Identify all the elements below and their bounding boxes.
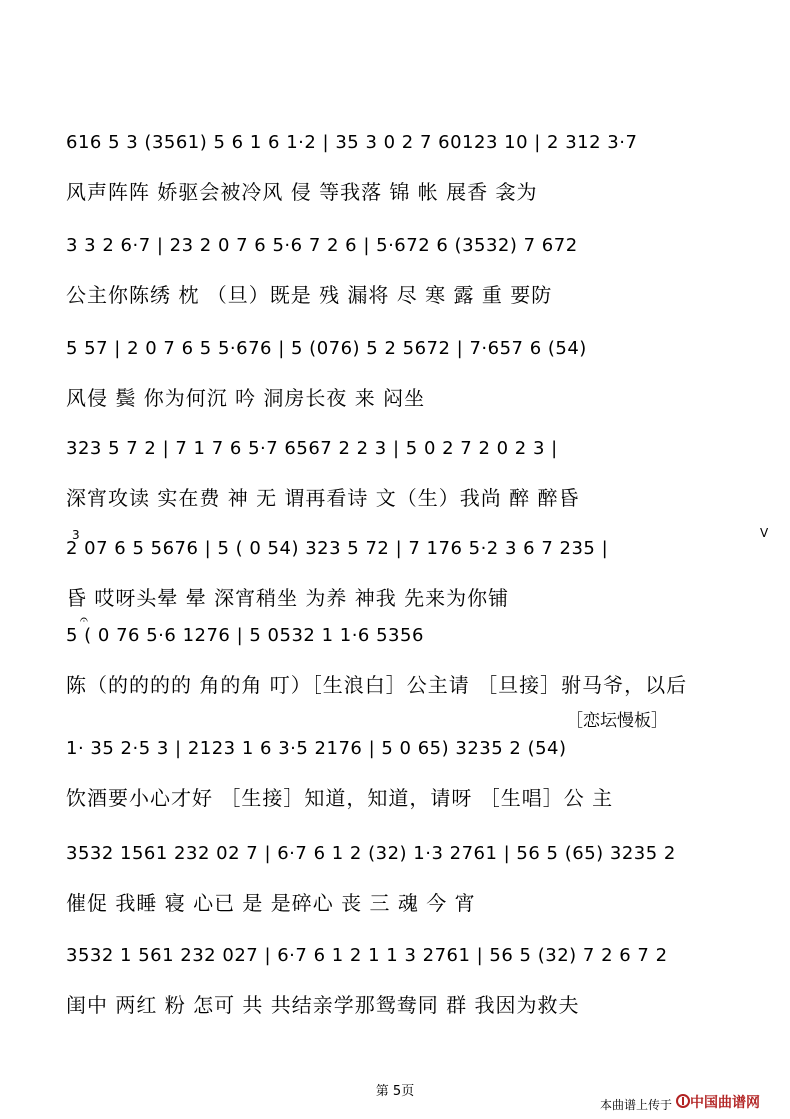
system-5	[0, 538, 790, 628]
system-2	[0, 235, 790, 325]
system-6	[0, 625, 790, 715]
tempo-marking: ［恋坛慢板］	[566, 711, 668, 731]
lyrics-line: 闺中 两红 粉 怎可 共 共结亲学那鸳鸯同 群 我因为救夫	[66, 993, 580, 1017]
lyrics-line: 饮酒要小心才好 ［生接］知道，知道，请呀 ［生唱］公 主	[66, 786, 614, 810]
lyrics-line: 风声阵阵 娇驱会被冷风 侵 等我落 锦 帐 展香 衾为	[66, 180, 538, 204]
notation-line: 3532 1 561 232 027 | 6·7 6 1 2 1 1 3 2761 | 56 5 (32) 7 2 6 7 2	[66, 945, 668, 966]
system-3	[0, 338, 790, 428]
lyrics-line: 昏 哎呀头晕 晕 深宵稍坐 为养 神我 先来为你铺	[66, 586, 510, 610]
system-7	[0, 738, 790, 828]
system-4	[0, 438, 790, 528]
lyrics-line: 催促 我睡 寝 心已 是 是碎心 丧 三 魂 今 宵	[66, 891, 476, 915]
lyrics-line: 陈（的的的的 角的角 叮）［生浪白］公主请 ［旦接］驸马爷，以后	[66, 673, 688, 697]
system-8	[0, 843, 790, 933]
lyrics-line: 风侵 鬓 你为何沉 吟 洞房长夜 来 闷坐	[66, 386, 426, 410]
notation-line: 3 3 2 6·7 | 23 2 0 7 6 5·6 7 2 6 | 5·672 6 (3532) 7 672	[66, 235, 578, 256]
site-name: 中国曲谱网	[690, 1095, 760, 1111]
notation-line: 5 ( 0 76 5·6 1276 | 5 0532 1 1·6 5356	[66, 625, 424, 646]
fermata-icon: 𝄐	[80, 612, 88, 628]
breath-mark: V	[760, 526, 769, 540]
system-9	[0, 945, 790, 1035]
lyrics-line: 公主你陈绣 枕 （旦）既是 残 漏将 尽 寒 露 重 要防	[66, 283, 553, 307]
notation-line: 2 07 6 5 5676 | 5 ( 0 54) 323 5 72 | 7 176 5·2 3 6 7 235 |	[66, 538, 609, 559]
upload-note: 本曲谱上传于	[600, 1098, 673, 1112]
notation-line: 616 5 3 (3561) 5 6 1 6 1·2 | 35 3 0 2 7 60123 10 | 2 312 3·7	[66, 132, 638, 153]
system-1	[0, 132, 790, 222]
site-logo-icon	[676, 1094, 690, 1108]
notation-line: 323 5 7 2 | 7 1 7 6 5·7 6567 2 2 3 | 5 0 2 7 2 0 2 3 |	[66, 438, 558, 459]
page-number: 第 5页	[375, 1084, 415, 1099]
notation-line: 1· 35 2·5 3 | 2123 1 6 3·5 2176 | 5 0 65) 3235 2 (54)	[66, 738, 567, 759]
lyrics-line: 深宵攻读 实在费 神 无 谓再看诗 文（生）我尚 醉 醉昏	[66, 486, 580, 510]
triplet-marker: 3	[72, 528, 80, 542]
notation-line: 5 57 | 2 0 7 6 5 5·676 | 5 (076) 5 2 5672 | 7·657 6 (54)	[66, 338, 587, 359]
notation-line: 3532 1561 232 02 7 | 6·7 6 1 2 (32) 1·3 2761 | 56 5 (65) 3235 2	[66, 843, 676, 864]
